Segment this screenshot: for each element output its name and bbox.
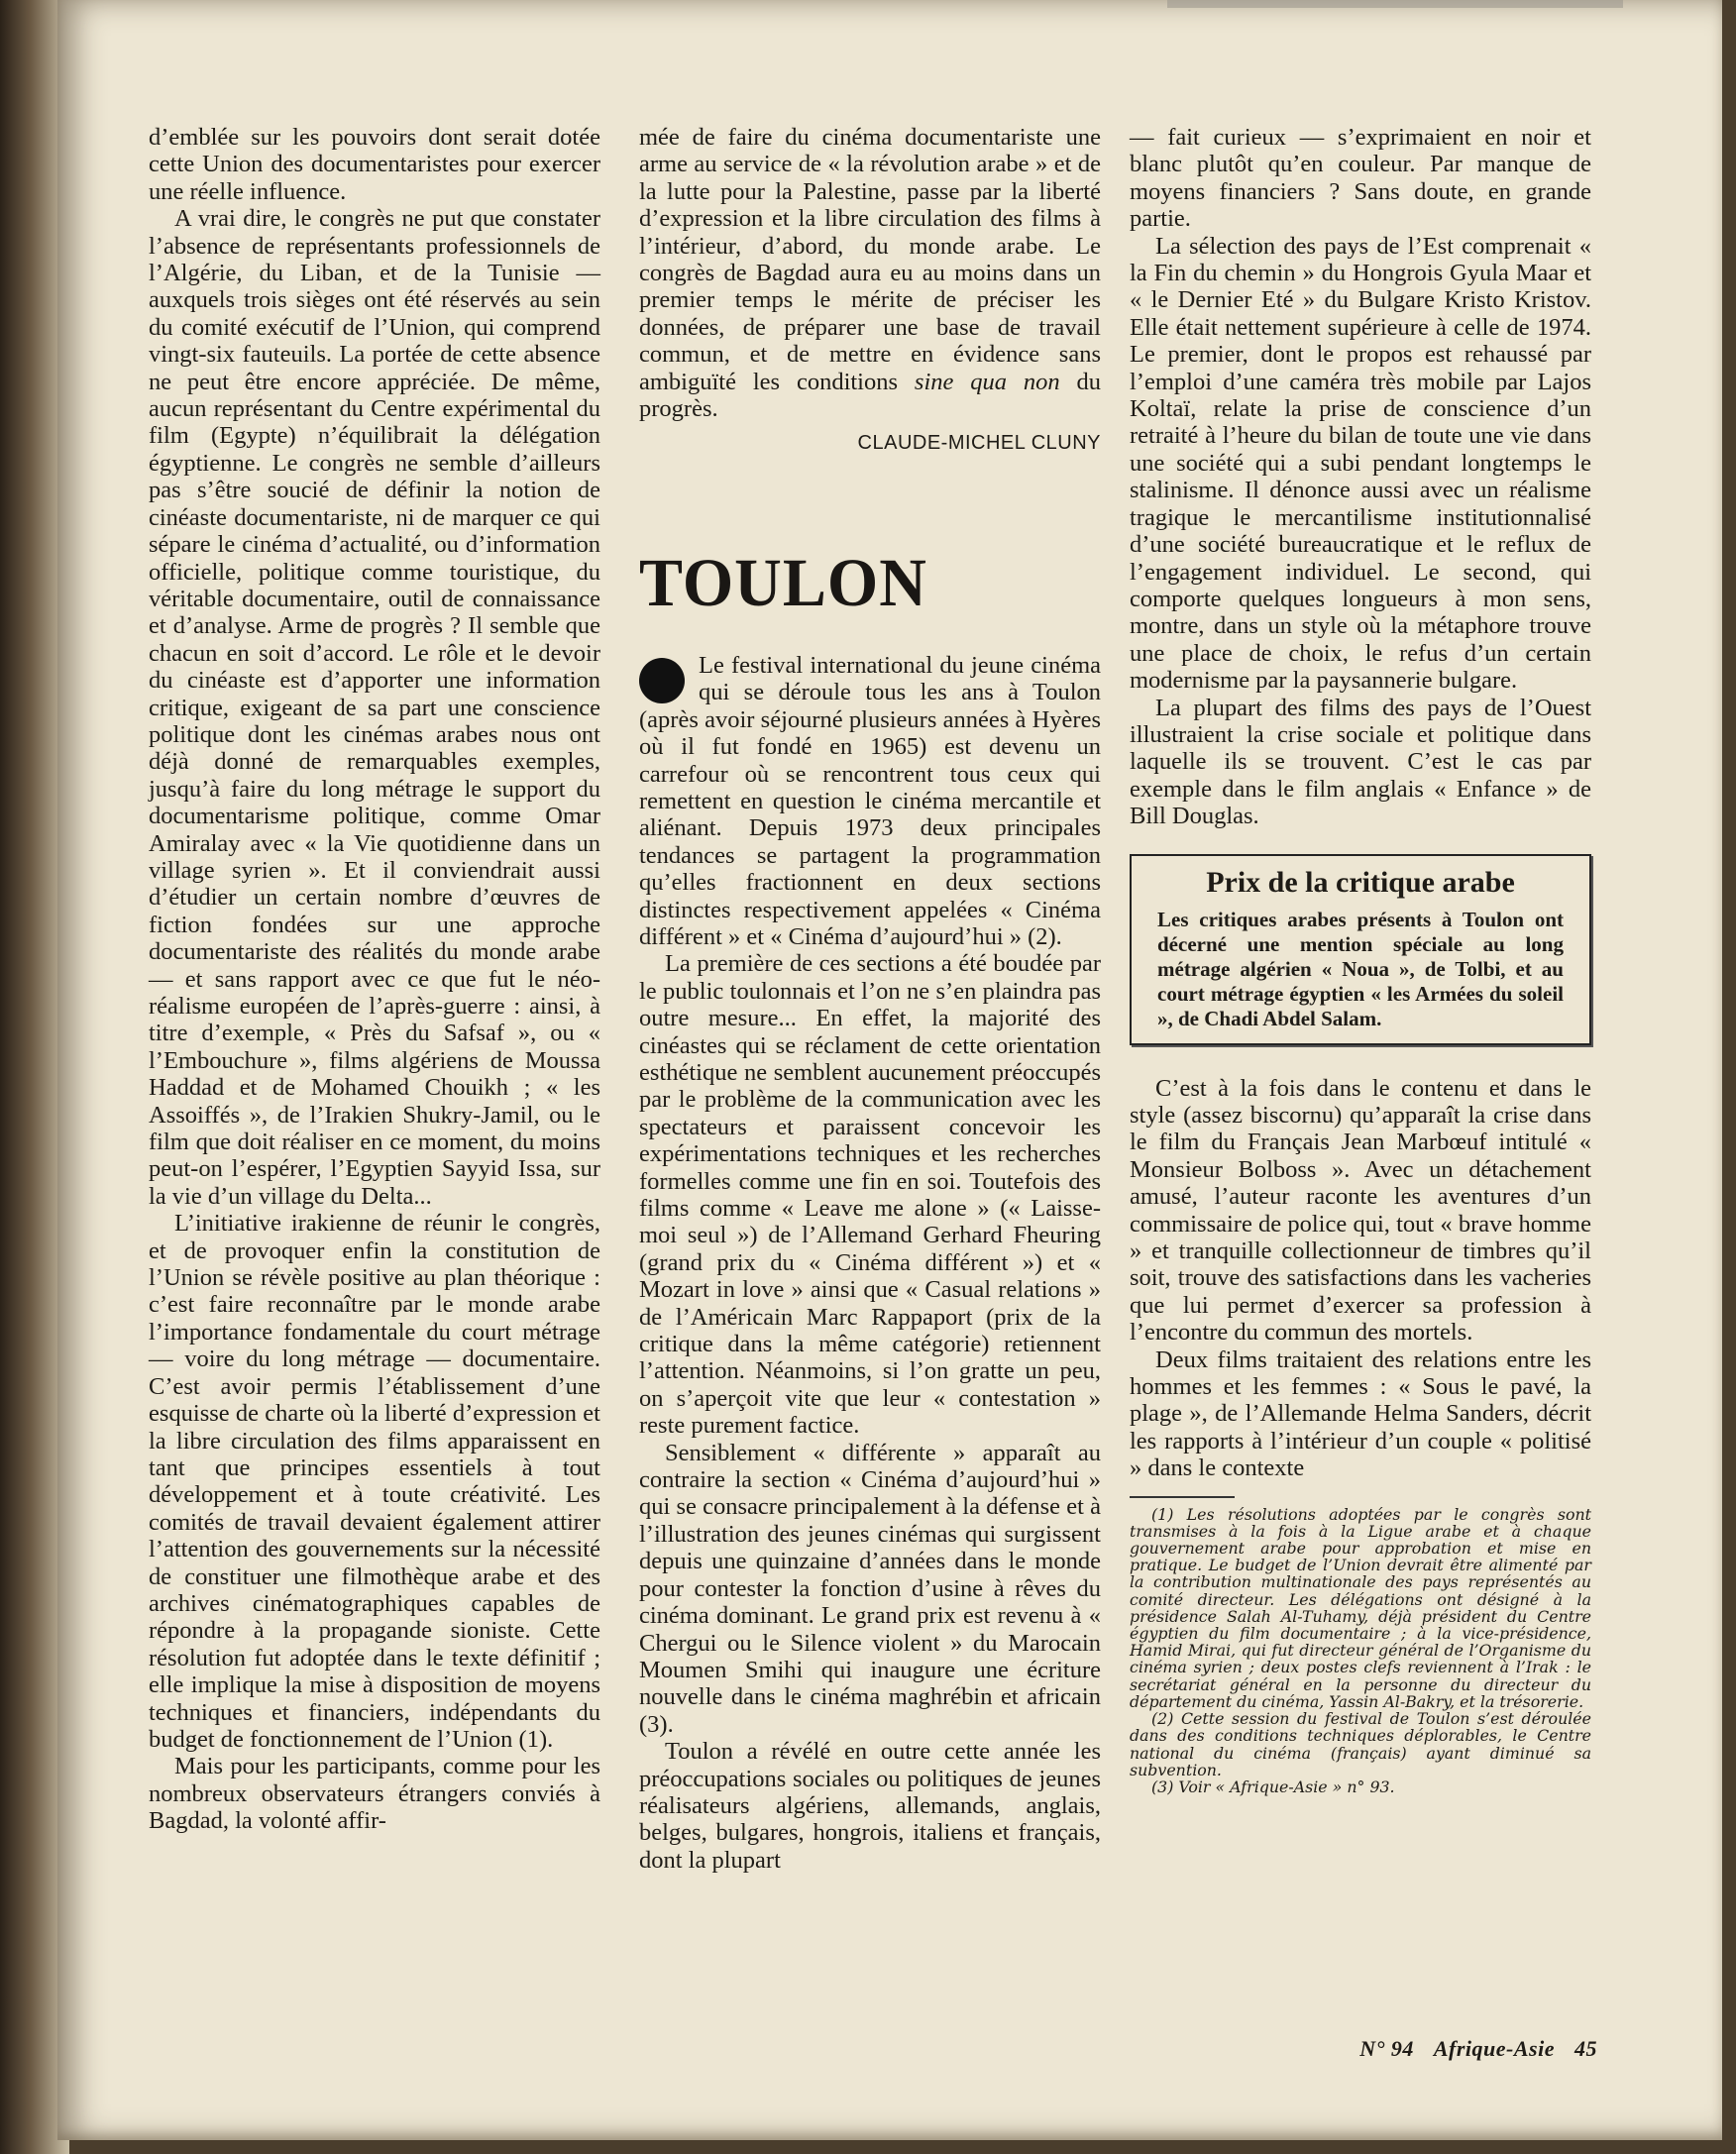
footnotes (1130, 1506, 1591, 1795)
paragraph: La plupart des films des pays de l’Ouest illustraient la crise sociale et politique dans laquelle ils se trouvent. C’est le cas par exemple dans le film anglais « Enfance » de Bill Douglas. (1130, 694, 1591, 830)
bullet-dot-icon (639, 658, 685, 703)
paragraph: d’emblée sur les pouvoirs dont serait dotée cette Union des documentaristes pour exercer une réelle influence. (149, 124, 600, 205)
italic-phrase: sine qua non (914, 368, 1060, 395)
magazine-name: Afrique-Asie (1433, 2036, 1555, 2061)
paragraph: Toulon a révélé en outre cette année les préoccupations sociales ou politiques de jeunes réalisateurs algériens, allemands, anglais, belges, bulgares, hongrois, italiens et français, dont la plupart (639, 1738, 1101, 1874)
page-footer (1346, 2036, 1597, 2062)
column-2 (639, 124, 1101, 1874)
paragraph-text: mée de faire du cinéma documentariste une arme au service de « la révolution arabe » et de la lutte pour la Palestine, passe par la liberté d’expression et la libre circulation des films à l’intérieur, d’abord, du monde arabe. Le congrès de Bagdad aura eu au moins dans un premier temps le mérite de préciser les données, de préparer une base de travail commun, et de mettre en évidence sans ambiguïté les conditions (639, 124, 1101, 395)
column-3 (1130, 124, 1591, 1795)
paragraph: Sensiblement « différente » apparaît au contraire la section « Cinéma d’aujourd’hui » qui se consacre principalement à la défense et à l’illustration des jeunes cinémas qui surgissent depuis une quinzaine d’années dans le monde pour contester la fonction d’usine à rêves du cinéma dominant. Le grand prix est revenu à « Chergui ou le Silence violent » du Marocain Moumen Smihi qui inaugure une écriture nouvelle dans le cinéma maghrébin et africain (3). (639, 1439, 1101, 1738)
paragraph-text: Le festival international du jeune cinéma qui se déroule tous les ans à Toulon (après avoir séjourné plusieurs années à Hyères où il fut fondé en 1965) est devenu un carrefour où se rencontrent tous ceux qui remettent en question le cinéma mercantile et aliénant. Depuis 1973 deux principales tendances se partagent la programmation qu’elles fractionnent en deux sections distinctes respectivement appelées « Cinéma différent » et « Cinéma d’aujourd’hui » (2). (639, 651, 1101, 950)
section-headline: TOULON (639, 545, 927, 621)
page-number: 45 (1574, 2036, 1597, 2061)
paragraph: L’initiative irakienne de réunir le congrès, et de provoquer enfin la constitution de l’Union se révèle positive au plan théorique : c’est faire reconnaître par le monde arabe l’importance fondamentale du court métrage — voire du long métrage — documentaire. C’est avoir permis l’établissement d’une esquisse de charte où la liberté d’expression et la libre circulation des films apparaissent en tant que principes essentiels à tout développement et à toute créativité. Les comités de travail devaient également attirer l’attention des gouvernements sur la nécessité de constituer une filmothèque arabe et des archives cinématographiques capables de répondre à la propagande sioniste. Cette résolution fut adoptée dans le texte définitif ; elle implique la mise à disposition de moyens techniques et financiers, indépendants du budget de fonctionnement de l’Union (1). (149, 1210, 600, 1753)
author-signature: CLAUDE-MICHEL CLUNY (857, 432, 1101, 455)
paragraph: C’est à la fois dans le contenu et dans le style (assez biscornu) qu’apparaît la crise dans le film du Français Jean Marbœuf intitulé « Monsieur Bolboss ». Avec un détachement amusé, l’auteur raconte les aventures d’un commissaire de police qui, tout « brave homme » et tranquille collectionneur de timbres qu’il soit, trouve des satisfactions dans les vacheries que lui permet d’exercer sa profession à l’encontre du commun des mortels. (1130, 1074, 1591, 1346)
paragraph: La première de ces sections a été boudée par le public toulonnais et l’on ne s’en plaindra pas outre mesure... En effet, la majorité des cinéastes qui se réclament de cette orientation esthétique ne semblent aucunement préoccupés par le problème de la communication avec les spectateurs et paraissent concevoir les expérimentations techniques et les recherches formelles comme une fin en soi. Toutefois des films comme « Leave me alone » (« Laisse-moi seul ») de l’Allemand Gerhard Fheuring (grand prix du « Cinéma différent ») et « Mozart in love » ainsi que « Casual relations » de l’Américain Marc Rappaport (prix de la critique dans la même catégorie) retiennent l’attention. Néanmoins, si l’on gratte un peu, on s’aperçoit vite que leur « contestation » reste purement factice. (639, 950, 1101, 1440)
paragraph (639, 652, 1101, 950)
paragraph: — fait curieux — s’exprimaient en noir et blanc plutôt qu’en couleur. Par manque de moyens financiers ? Sans doute, en grande partie. (1130, 124, 1591, 233)
sidebar-box (1130, 854, 1591, 1045)
top-edge-mark (1167, 0, 1623, 30)
column-1 (149, 124, 600, 1835)
paragraph: Deux films traitaient des relations entre les hommes et les femmes : « Sous le pavé, la plage », de l’Allemande Helma Sanders, décrit les rapports à l’intérieur d’un couple « politisé » dans le contexte (1130, 1346, 1591, 1482)
paragraph: A vrai dire, le congrès ne put que constater l’absence de représentants professionnels de l’Algérie, du Liban, et de la Tunisie — auxquels trois sièges ont été réservés au sein du comité exécutif de l’Union, qui comprend vingt-six fauteuils. La portée de cette absence ne peut être encore appréciée. De même, aucun représentant du Centre expérimental du film (Egypte) n’équilibrait la délégation égyptienne. Le congrès ne semble d’ailleurs pas s’être soucié de définir la notion de cinéaste documentariste, ni de marquer ce qui sépare le cinéma d’actualité, ou d’information officielle, politique comme touristique, du véritable documentaire, outil de connaissance et d’analyse. Arme de progrès ? Il semble que chacun en soit d’accord. Le rôle et le devoir du cinéaste est d’apporter une information critique, exigeant de sa part une conscience politique dont les cinémas arabes nous ont déjà donné de remarquables exemples, jusqu’à faire du long métrage le support du documentarisme politique, comme Omar Amiralay avec « la Vie quotidienne dans un village syrien ». Et il conviendrait aussi d’étudier un certain nombre d’œuvres de fiction fondées sur une approche documentariste des réalités du monde arabe — et sans rapport avec ce que fut le néo-réalisme européen de l’après-guerre : ainsi, à titre d’exemple, « Près du Safsaf », ou « l’Embouchure », films algériens de Moussa Haddad et de Mohamed Chouikh ; « les Assoiffés », de l’Irakien Shukry-Jamil, ou le film que doit réaliser en ce moment, du moins peut-on l’espérer, l’Egyptien Sayyid Issa, sur la vie d’un village du Delta... (149, 205, 600, 1210)
paragraph: La sélection des pays de l’Est comprenait « la Fin du chemin » du Hongrois Gyula Maar et « le Dernier Eté » du Bulgare Kristo Kristov. Elle était nettement supérieure à celle de 1974. Le premier, dont le propos est rehaussé par l’emploi d’une caméra très mobile par Lajos Koltaï, relate la prise de conscience d’un retraité à l’heure du bilan de toute une vie dans une société qui a subi pendant longtemps le stalinisme. Il dénonce aussi avec un réalisme tragique le mercantilisme institutionnalisé d’une société bureaucratique et le reflux de l’engagement individuel. Le second, qui comporte quelques longueurs à mon sens, montre, dans un style où la métaphore trouve une place de choix, le refus d’un certain modernisme par la paysannerie bulgare. (1130, 232, 1591, 695)
footnote: (3) Voir « Afrique-Asie » n° 93. (1151, 1777, 1395, 1796)
box-text: Les critiques arabes présents à Toulon ont décerné une mention spéciale au long métrage algérien « Noua », de Tolbi, et au court métrage égyptien « les Armées du soleil », de Chadi Abdel Salam. (1157, 907, 1564, 1030)
issue-number: N° 94 (1359, 2036, 1414, 2061)
footnote: (1) Les résolutions adoptées par le congrès sont transmises à la fois à la Ligue arabe et à chaque gouvernement arabe pour approbation et mise en pratique. Le budget de l’Union devrait être alimenté par la contribution multinationale des pays représentés au comité directeur. Les délégations ont désigné à la présidence Salah Al-Tuhamy, déjà président du Centre égyptien du film documentaire ; à la vice-présidence, Hamid Mirai, qui fut directeur général de l’Organisme du cinéma syrien ; deux postes clefs reviennent à l’Irak : le secrétariat général en la personne du directeur du département du cinéma, Yassin Al-Bakry, et la trésorerie. (1130, 1504, 1591, 1711)
paragraph: Mais pour les participants, comme pour les nombreux observateurs étrangers conviés à Bagdad, la volonté affir- (149, 1753, 600, 1835)
footnote-divider (1130, 1496, 1235, 1498)
paragraph-text: du progrès. (639, 368, 1101, 423)
footnote: (2) Cette session du festival de Toulon s’est déroulée dans des conditions techniques déplorables, le Centre national du cinéma (français) ayant diminué sa subvention. (1130, 1709, 1591, 1779)
box-title: Prix de la critique arabe (1206, 865, 1515, 899)
paragraph (639, 124, 1101, 422)
